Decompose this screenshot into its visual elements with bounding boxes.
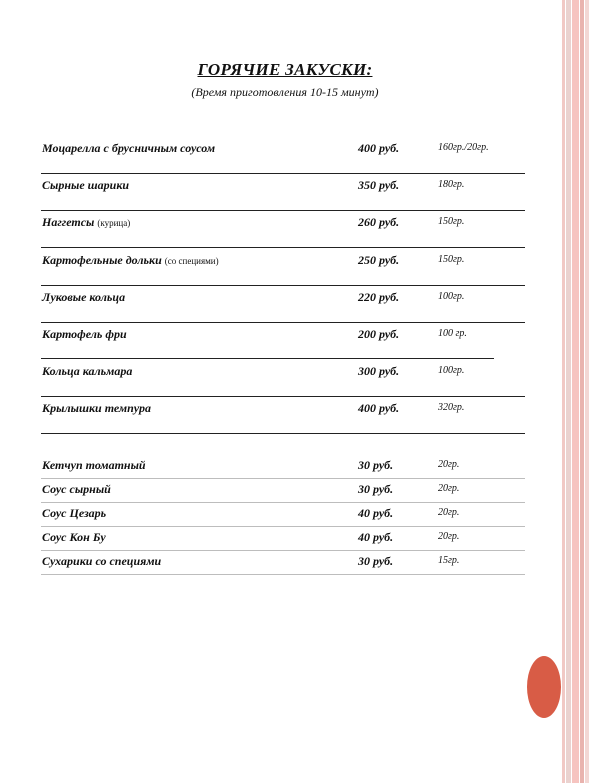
item-price: 250 руб. (358, 253, 400, 267)
divider (41, 173, 525, 174)
item-weight: 20гр. (438, 507, 460, 518)
divider (41, 210, 525, 211)
item-weight: 15гр. (438, 555, 460, 566)
divider (41, 396, 525, 397)
divider (41, 247, 525, 248)
item-price: 400 руб. (358, 401, 400, 415)
item-weight: 320гр. (438, 402, 465, 413)
item-weight: 20гр. (438, 459, 460, 470)
item-weight: 180гр. (438, 179, 465, 190)
divider (41, 322, 525, 323)
item-price: 400 руб. (358, 141, 400, 155)
item-weight: 20гр. (438, 483, 460, 494)
border-stripe (566, 0, 571, 783)
item-name: Соус Кон Бу (42, 530, 106, 544)
page-subtitle: (Время приготовления 10-15 минут) (191, 85, 379, 99)
item-price: 30 руб. (358, 554, 394, 568)
item-note: (курица) (97, 218, 131, 228)
item-price: 40 руб. (358, 530, 394, 544)
item-price: 40 руб. (358, 506, 394, 520)
item-name: Крылышки темпура (42, 401, 151, 415)
item-weight: 20гр. (438, 531, 460, 542)
item-name: Наггетсы (курица) (42, 215, 131, 229)
page-title: ГОРЯЧИЕ ЗАКУСКИ: (197, 60, 373, 79)
divider (41, 550, 525, 551)
item-note: (со специями) (164, 256, 219, 266)
item-price: 300 руб. (358, 364, 400, 378)
item-name: Картофель фри (42, 327, 127, 341)
item-name: Моцарелла с брусничным соусом (42, 141, 216, 155)
divider (41, 433, 525, 434)
item-name: Луковые кольца (42, 290, 126, 304)
item-weight: 100 гр. (438, 328, 467, 339)
item-price: 30 руб. (358, 458, 394, 472)
divider (41, 358, 494, 359)
item-name: Кольца кальмара (42, 364, 133, 378)
divider (41, 526, 525, 527)
divider (41, 285, 525, 286)
divider (41, 478, 525, 479)
item-name: Соус Цезарь (42, 506, 107, 520)
item-price: 200 руб. (358, 327, 400, 341)
item-weight: 100гр. (438, 365, 465, 376)
item-name: Картофельные дольки (со специями) (42, 253, 219, 267)
item-weight: 150гр. (438, 216, 465, 227)
item-weight: 160гр./20гр. (438, 142, 489, 153)
border-stripe (572, 0, 579, 783)
border-stripe (580, 0, 584, 783)
border-stripe (562, 0, 565, 783)
item-weight: 100гр. (438, 291, 465, 302)
divider (41, 502, 525, 503)
border-stripe (585, 0, 589, 783)
item-name: Сырные шарики (42, 178, 130, 192)
divider (41, 574, 525, 575)
item-name: Кетчуп томатный (42, 458, 146, 472)
item-price: 260 руб. (358, 215, 400, 229)
decorative-dot (527, 656, 561, 718)
item-price: 220 руб. (358, 290, 400, 304)
item-name: Сухарики со специями (42, 554, 162, 568)
item-price: 350 руб. (358, 178, 400, 192)
item-price: 30 руб. (358, 482, 394, 496)
item-name: Соус сырный (42, 482, 111, 496)
item-weight: 150гр. (438, 254, 465, 265)
